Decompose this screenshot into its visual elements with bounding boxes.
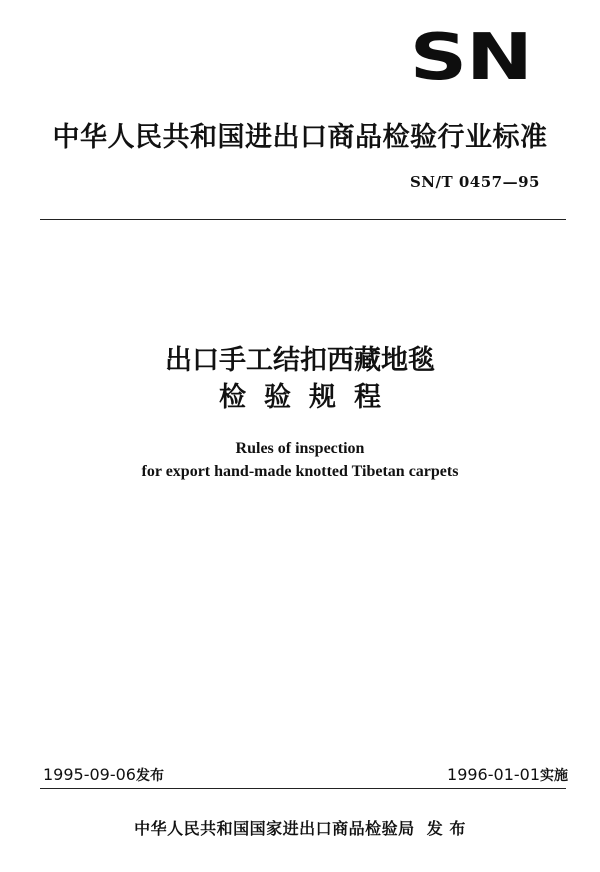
implementation-date-block (447, 764, 568, 787)
publisher-line (0, 818, 600, 840)
standard-number: SN/T 0457—95 (409, 173, 540, 191)
implementation-date: 1996-01-01 (447, 765, 540, 784)
standard-category-title: 中华人民共和国进出口商品检验行业标准 (52, 122, 548, 153)
issue-label: 发布 (135, 768, 164, 784)
top-divider (40, 219, 566, 220)
sn-logo: SN (409, 21, 532, 95)
publish-label: 发 布 (426, 819, 466, 838)
publisher-name: 中华人民共和国国家进出口商品检验局 (134, 819, 415, 838)
bottom-divider (40, 788, 566, 789)
implementation-label: 实施 (540, 768, 568, 784)
chinese-title-line2: 检验规程 (219, 382, 399, 413)
issue-date-block (43, 764, 164, 787)
english-title-line1: Rules of inspection (235, 440, 365, 457)
issue-date: 1995-09-06 (43, 765, 136, 784)
chinese-title-line1: 出口手工结扣西藏地毯 (165, 345, 435, 376)
english-title-line2: for export hand-made knotted Tibetan carpets (141, 463, 459, 480)
